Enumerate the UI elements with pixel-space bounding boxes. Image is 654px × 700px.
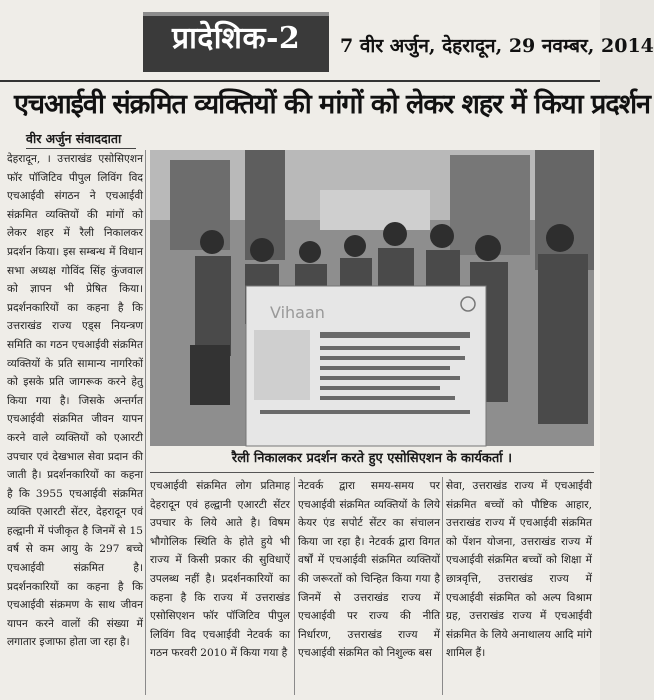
rally-photo [150, 150, 594, 446]
byline-underline [26, 148, 136, 149]
column-divider [145, 150, 146, 695]
photo-caption: रैली निकालकर प्रदर्शन करते हुए एसोसिएशन के कार्यकर्ता । [150, 448, 594, 473]
article-column-3: नेटवर्क द्वारा समय-समय पर एचआईवी संक्रमित व्यक्तियों के लिये केयर एंड सपोर्ट सेंटर का संचालन किया जा रहा है। नेटवर्क द्वारा विगत वर्षों में एचआईवी संक्रमित व्यक्तियों की जरूरतों को चिन्हित किया गया है जिनमें से उत्तराखंड राज्य में एचआईवी पर राज्य की नीति निर्धारण, उत्तराखंड राज्य में एचआईवी संक्रमित को निशुल्क बस [298, 480, 440, 660]
column-divider [294, 477, 295, 695]
column-divider [442, 477, 443, 695]
header-divider [0, 80, 600, 82]
section-title: प्रादेशिक-2 [172, 21, 301, 56]
dateline: 7 वीर अर्जुन, देहरादून, 29 नवम्बर, 2014 [340, 35, 654, 57]
banner-logo-text: Vihaan [270, 303, 325, 322]
article-column-2: एचआईवी संक्रमित लोग प्रतिमाह देहरादून एवं हल्द्वानी एआरटी सेंटर उपचार के लिये आते है। विषम भौगोलिक स्थिति के होते हुये भी राज्य में किसी प्रकार की सुविधाऐं उपलब्ध नहीं है। प्रदर्शनकारियों का कहना है कि राज्य में उत्तराखंड एसोसिएशन फॉर पॉजिटिव पीपुल लिविंग विद एचआईवी नेटवर्क का गठन फरवरी 2010 में किया गया है [150, 480, 290, 660]
article-column-4: सेवा, उत्तराखंड राज्य में एचआईवी संक्रमित बच्चों को पौष्टिक आहार, उत्तराखंड राज्य में एचआईवी संक्रमित को पेंशन योजना, उत्तराखंड राज्य में एचआईवी संक्रमित बच्चों को शिक्षा में छात्रवृत्ति, उत्तराखंड राज्य में एचआईवी संक्रमित को अल्प विश्राम ग्रह, उत्तराखंड राज्य में एचआईवी संक्रमित के लिये अनाथालय आदि मांगे शामिल हैं। [446, 480, 592, 660]
rally-photo-illustration [150, 150, 594, 446]
article-headline: एचआईवी संक्रमित व्यक्तियों की मांगों को लेकर शहर में किया प्रदर्शन [14, 89, 651, 120]
byline: वीर अर्जुन संवाददाता [26, 131, 122, 146]
article-column-1: देहरादून, । उत्तराखंड एसोसिएशन फॉर पॉजिटिव पीपुल लिविंग विद एचआईवी संगठन ने एचआईवी संक्रमित व्यक्तियों की मांगों को लेकर शहर में रैली निकालकर प्रदर्शन किया। इस सम्बन्ध में विधान सभा अध्यक्ष गोविंद सिंह कुंजवाल को ज्ञापन भी प्रेषित किया। प्रदर्शनकारियों का कहना है कि उत्तराखंड राज्य एड्स नियन्त्रण समिति का गठन एचआईवी संक्रमित व्यक्तियों के प्रति सामान्य नागरिकों को इसके प्रति जागरूक करने हेतु किया गया है। जिसके अन्तर्गत एचआईवी संक्रमित जीवन यापन करने वाले व्यक्तियों को एआरटी उपचार एवं देखभाल सेवा प्रदान की जाती है। प्रदर्शनकारियों का कहना है कि 3955 एचआईवी संक्रमित व्यक्ति एआरटी सेंटर, देहरादून एवं हल्द्वानी में पंजीकृत है जिनमें से 15 वर्ष से कम आयु के 297 बच्चे एचआईवी संक्रमित है। प्रदर्शनकारियों का कहना है कि एचआईवी संक्रमण के साथ जीवन यापन करने वालों की संख्या में लगातार इजाफा होता जा रहा है। [7, 153, 143, 649]
